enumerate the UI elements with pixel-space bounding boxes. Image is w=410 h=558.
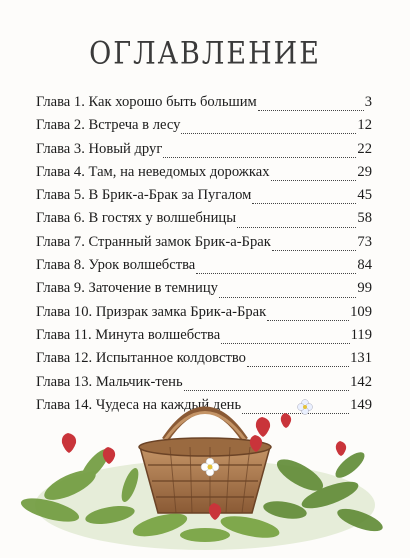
dot-leader <box>196 273 356 274</box>
chapter-title: Глава 3. Новый друг <box>36 140 163 157</box>
page-number: 29 <box>357 163 372 180</box>
chapter-title: Глава 4. Там, на неведомых дорожках <box>36 163 270 180</box>
chapter-title: Глава 12. Испытанное колдовство <box>36 350 246 367</box>
page-number: 119 <box>350 326 372 343</box>
page-number: 142 <box>350 373 372 390</box>
dot-leader <box>247 366 349 367</box>
toc-row[interactable] <box>36 350 372 373</box>
basket <box>139 410 271 513</box>
toc-row[interactable] <box>36 304 372 327</box>
toc-row[interactable] <box>36 187 372 210</box>
toc-row[interactable] <box>36 327 372 350</box>
toc-row[interactable] <box>36 280 372 303</box>
page-title: ОГЛАВЛЕНИЕ <box>89 35 321 72</box>
dot-leader <box>267 320 349 321</box>
dot-leader <box>237 227 356 228</box>
dot-leader <box>252 203 356 204</box>
chapter-title: Глава 10. Призрак замка Брик-а-Брак <box>36 303 267 320</box>
toc-row[interactable] <box>36 141 372 164</box>
basket-strawberries-illustration <box>0 385 410 558</box>
toc-row[interactable] <box>36 117 372 140</box>
toc-row[interactable] <box>36 257 372 280</box>
toc-row[interactable] <box>36 210 372 233</box>
toc-row[interactable] <box>36 234 372 257</box>
page-number: 149 <box>350 396 372 413</box>
dot-leader <box>272 250 357 251</box>
dot-leader <box>271 180 357 181</box>
chapter-title: Глава 6. В гостях у волшебницы <box>36 210 237 227</box>
chapter-title: Глава 5. В Брик-а-Брак за Пугалом <box>36 187 252 204</box>
dot-leader <box>163 157 356 158</box>
chapter-title: Глава 1. Как хорошо быть большим <box>36 94 257 110</box>
page-number: 109 <box>350 303 372 320</box>
page-number: 3 <box>364 94 372 110</box>
page-number: 73 <box>357 233 372 250</box>
page-number: 45 <box>357 187 372 204</box>
chapter-title: Глава 2. Встреча в лесу <box>36 117 181 134</box>
chapter-title: Глава 11. Минута волшебства <box>36 326 221 343</box>
page-number: 131 <box>350 350 372 367</box>
chapter-title: Глава 9. Заточение в темницу <box>36 280 218 297</box>
dot-leader <box>258 110 364 111</box>
dot-leader <box>181 133 356 134</box>
dot-leader <box>221 343 349 344</box>
dot-leader <box>219 297 356 298</box>
page-number: 99 <box>357 280 372 297</box>
page-number: 22 <box>357 140 372 157</box>
page-number: 84 <box>357 257 372 274</box>
page-number: 58 <box>357 210 372 227</box>
page-number: 12 <box>357 117 372 134</box>
chapter-title: Глава 13. Мальчик-тень <box>36 373 183 390</box>
chapter-title: Глава 7. Странный замок Брик-а-Брак <box>36 233 271 250</box>
chapter-title: Глава 8. Урок волшебства <box>36 257 196 274</box>
table-of-contents <box>36 94 372 420</box>
toc-row[interactable] <box>36 164 372 187</box>
chapter-title: Глава 14. Чудеса на каждый день <box>36 396 242 413</box>
toc-row[interactable] <box>36 94 372 117</box>
